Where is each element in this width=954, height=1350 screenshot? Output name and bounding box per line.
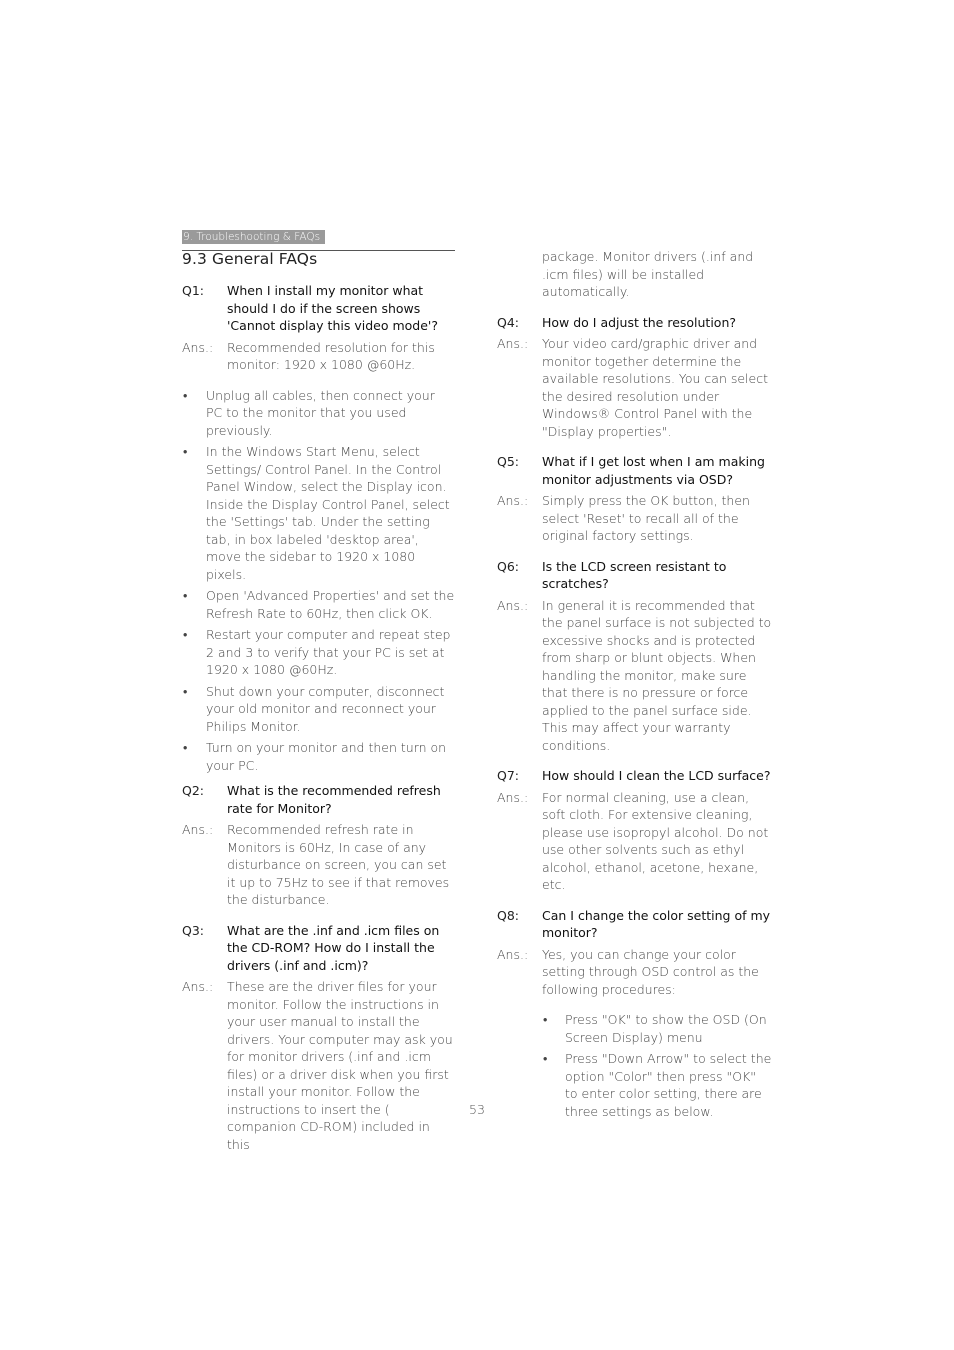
bullet-icon: •: [183, 444, 188, 459]
answer-label: Ans.:: [182, 979, 214, 994]
answer-text: Recommended resolution for this monitor: 1920 x 1080 @60Hz.: [227, 339, 435, 372]
answer-a3-continued: package. Monitor drivers (.inf and .icm files) will be installed automatically.: [542, 249, 754, 299]
question-q1: [182, 282, 455, 335]
right-column: [497, 248, 772, 1124]
answer-text: Recommended refresh rate in Monitors is 60Hz, In case of any disturbance on screen, you can set it up to 75Hz to see if that removes the disturbance.: [227, 822, 450, 907]
question-q6: [497, 558, 772, 593]
question-q3: [182, 922, 455, 975]
answer-label: Ans.:: [497, 789, 529, 805]
question-q2: [182, 782, 455, 817]
question-label: Q5:: [497, 454, 520, 469]
question-label: Q3:: [182, 922, 205, 938]
question-text: What if I get lost when I am making monitor adjustments via OSD?: [542, 454, 765, 487]
question-q8: [497, 907, 772, 942]
answer-a7: [497, 789, 772, 894]
answer-label: Ans.:: [497, 493, 529, 508]
question-q4: [497, 314, 772, 332]
question-label: Q7:: [497, 768, 520, 783]
left-column: [182, 282, 455, 1153]
answer-text: Your video card/graphic driver and monitor together determine the available resolutions. You can select the desired resolution under Windows® Control Panel with the "Display properties".: [542, 336, 768, 439]
question-label: Q2:: [182, 783, 205, 798]
section-tag: 9. Troubleshooting & FAQs: [182, 230, 325, 244]
question-text: Can I change the color setting of my monitor?: [542, 907, 771, 940]
answer-text: These are the driver files for your monitor. Follow the instructions in your user manual to install the drivers. Your computer may ask you for monitor drivers (.inf and .icm files) or a driver disk when you first install your monitor. Follow the instructions to insert the ( companion CD-ROM) included in this: [227, 979, 453, 1152]
question-label: Q6:: [497, 558, 520, 574]
list-item: • Press "OK" to show the OSD (On Screen Display) menu: [543, 1012, 767, 1045]
bullet-icon: •: [183, 387, 188, 403]
list-item: • Restart your computer and repeat step 2 and 3 to verify that your PC is set at 1920 x 1080 @60Hz.: [183, 627, 451, 677]
answer-text: For normal cleaning, use a clean, soft cloth. For extensive cleaning, please use isopropyl alcohol. Do not use other solvents such as ethyl alcohol, ethanol, acetone, hexane, etc.: [542, 789, 769, 892]
answer-text: In general it is recommended that the panel surface is not subjected to excessive shocks and is protected from sharp or blunt objects. When handling the monitor, make sure that there is no pressure or force applied to the panel surface side. This may affect your warranty conditions.: [542, 597, 772, 753]
answer-label: Ans.:: [497, 336, 529, 351]
bullet-icon: •: [183, 683, 188, 699]
answer-label: Ans.:: [182, 822, 214, 837]
question-q5: [497, 453, 772, 488]
page-title: 9.3 General FAQs: [182, 250, 318, 268]
answer-a1: [182, 339, 455, 374]
answer-label: Ans.:: [497, 597, 529, 613]
question-text: How should I clean the LCD surface?: [542, 768, 771, 783]
bullet-icon: •: [543, 1012, 548, 1027]
question-text: What are the .inf and .icm files on the CD-ROM? How do I install the drivers (.inf and .icm)?: [227, 922, 440, 973]
answer-a2: [182, 821, 455, 909]
list-item: • In the Windows Start Menu, select Settings/ Control Panel. In the Control Panel Window, select the Display icon. Inside the Display Control Panel, select the 'Settings' tab. Under the setting tab, in box labeled 'desktop area', move the sidebar to 1920 x 1080 pixels.: [183, 444, 450, 582]
list-item: • Turn on your monitor and then turn on your PC.: [183, 740, 447, 773]
bullet-icon: •: [543, 1051, 548, 1066]
page-number: 53: [469, 1102, 485, 1117]
list-item: • Unplug all cables, then connect your PC to the monitor that you used previously.: [183, 387, 435, 438]
list-item: • Open 'Advanced Properties' and set the Refresh Rate to 60Hz, then click OK.: [183, 588, 455, 621]
question-label: Q8:: [497, 907, 520, 923]
answer-a1-steps: [182, 387, 455, 775]
question-label: Q4:: [497, 314, 520, 330]
bullet-icon: •: [183, 740, 188, 755]
question-text: When I install my monitor what should I do if the screen shows 'Cannot display this video mode'?: [227, 283, 438, 333]
answer-a3: [182, 978, 455, 1153]
answer-a8: [497, 946, 772, 999]
bullet-icon: •: [183, 588, 188, 603]
bullet-icon: •: [183, 627, 188, 642]
question-q7: [497, 767, 772, 785]
answer-text: Simply press the OK button, then select 'Reset' to recall all of the original factory settings.: [542, 493, 750, 543]
list-item: • Press "Down Arrow" to select the option "Color" then press "OK" to enter color setting, there are three settings as below.: [543, 1051, 772, 1119]
question-text: How do I adjust the resolution?: [542, 314, 737, 330]
answer-a6: [497, 597, 772, 755]
answer-label: Ans.:: [182, 339, 214, 355]
question-label: Q1:: [182, 283, 205, 298]
question-text: What is the recommended refresh rate for Monitor?: [227, 783, 441, 816]
answer-a4: [497, 335, 772, 440]
answer-label: Ans.:: [497, 946, 529, 962]
answer-text: Yes, you can change your color setting through OSD control as the following procedures:: [542, 946, 759, 997]
list-item: • Shut down your computer, disconnect your old monitor and reconnect your Philips Monitor.: [183, 683, 445, 734]
answer-a5: [497, 492, 772, 545]
question-text: Is the LCD screen resistant to scratches?: [542, 558, 727, 591]
